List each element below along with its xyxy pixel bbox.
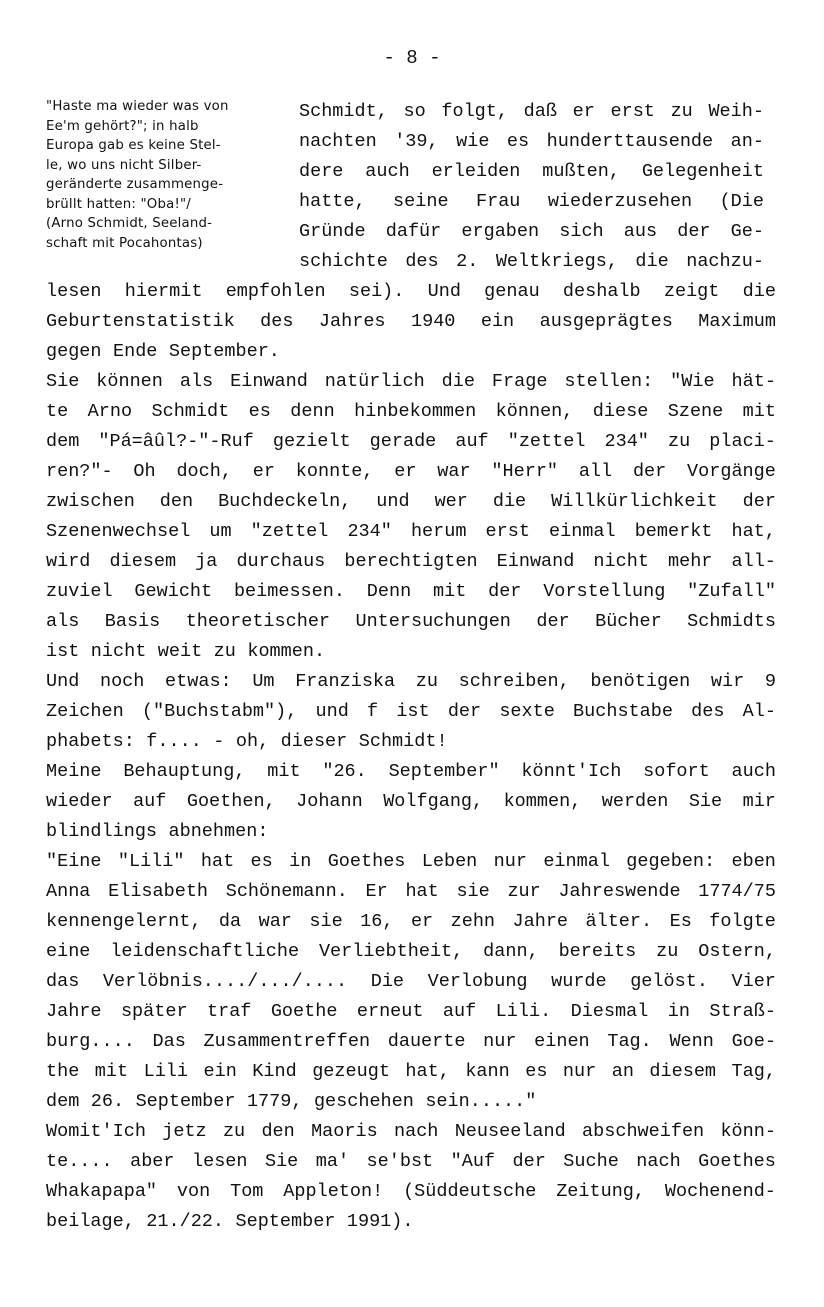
text-line: phabets: f.... - oh, dieser Schmidt! xyxy=(46,731,448,752)
text-line: kennengelernt, da war sie 16, er zehn Jahre älter. Es folgte xyxy=(46,911,776,932)
text-line: blindlings abnehmen: xyxy=(46,821,269,842)
text-line: als Basis theoretischer Untersuchungen der Bücher Schmidts xyxy=(46,611,776,632)
text-line: Meine Behauptung, mit "26. September" könnt'Ich sofort auch xyxy=(46,761,776,782)
text-line: te Arno Schmidt es denn hinbekommen können, diese Szene mit xyxy=(46,401,776,422)
page-number: - 8 - xyxy=(383,47,441,69)
text-line: nachten '39, wie es hunderttausende an- xyxy=(299,131,764,152)
text-line: beilage, 21./22. September 1991). xyxy=(46,1211,414,1232)
text-line: das Verlöbnis..../.../.... Die Verlobung wurde gelöst. Vier xyxy=(46,971,776,992)
text-line: Gründe dafür ergaben sich aus der Ge- xyxy=(299,221,764,242)
text-line: Schmidt, so folgt, daß er erst zu Weih- xyxy=(299,101,764,122)
text-line: Womit'Ich jetz zu den Maoris nach Neuseeland abschweifen könn- xyxy=(46,1121,776,1142)
text-line: zwischen den Buchdeckeln, und wer die Willkürlichkeit der xyxy=(46,491,776,512)
text-line: Anna Elisabeth Schönemann. Er hat sie zur Jahreswende 1774/75 xyxy=(46,881,776,902)
sidenote-quote: "Haste ma wieder was von Ee'm gehört?"; in halb Europa gab es keine Stel- le, wo uns nicht Silber- geränderte zusammenge- brüllt hatten: "Oba!"/ (Arno Schmidt, Seeland- schaft mit Pocahontas) xyxy=(46,99,229,251)
text-line: dem "Pá=âûl?-"-Ruf gezielt gerade auf "zettel 234" zu placi- xyxy=(46,431,776,452)
text-line: "Eine "Lili" hat es in Goethes Leben nur einmal gegeben: eben xyxy=(46,851,776,872)
text-line: wieder auf Goethen, Johann Wolfgang, kommen, werden Sie mir xyxy=(46,791,776,812)
text-line: ist nicht weit zu kommen. xyxy=(46,641,326,662)
text-line: zuviel Gewicht beimessen. Denn mit der Vorstellung "Zufall" xyxy=(46,581,776,602)
text-line: burg.... Das Zusammentreffen dauerte nur einen Tag. Wenn Goe- xyxy=(46,1031,776,1052)
text-line: Szenenwechsel um "zettel 234" herum erst einmal bemerkt hat, xyxy=(46,521,776,542)
text-line: dem 26. September 1779, geschehen sein....." xyxy=(46,1091,537,1112)
text-line: Jahre später traf Goethe erneut auf Lili. Diesmal in Straß- xyxy=(46,1001,776,1022)
text-line: hatte, seine Frau wiederzusehen (Die xyxy=(299,191,764,212)
text-line: the mit Lili ein Kind gezeugt hat, kann es nur an diesem Tag, xyxy=(46,1061,776,1082)
text-line: Geburtenstatistik des Jahres 1940 ein ausgeprägtes Maximum xyxy=(46,311,776,332)
text-line: Whakapapa" von Tom Appleton! (Süddeutsche Zeitung, Wochenend- xyxy=(46,1181,776,1202)
text-line: te.... aber lesen Sie ma' se'bst "Auf der Suche nach Goethes xyxy=(46,1151,776,1172)
text-line: Und noch etwas: Um Franziska zu schreiben, benötigen wir 9 xyxy=(46,671,776,692)
text-line: dere auch erleiden mußten, Gelegenheit xyxy=(299,161,764,182)
text-line: wird diesem ja durchaus berechtigten Einwand nicht mehr all- xyxy=(46,551,776,572)
text-line: gegen Ende September. xyxy=(46,341,280,362)
text-line: Sie können als Einwand natürlich die Frage stellen: "Wie hät- xyxy=(46,371,776,392)
text-line: schichte des 2. Weltkriegs, die nachzu- xyxy=(299,251,764,272)
text-line: lesen hiermit empfohlen sei). Und genau deshalb zeigt die xyxy=(46,281,776,302)
text-line: ren?"- Oh doch, er konnte, er war "Herr" all der Vorgänge xyxy=(46,461,776,482)
text-line: eine leidenschaftliche Verliebtheit, dann, bereits zu Ostern, xyxy=(46,941,776,962)
text-line: Zeichen ("Buchstabm"), und f ist der sexte Buchstabe des Al- xyxy=(46,701,776,722)
